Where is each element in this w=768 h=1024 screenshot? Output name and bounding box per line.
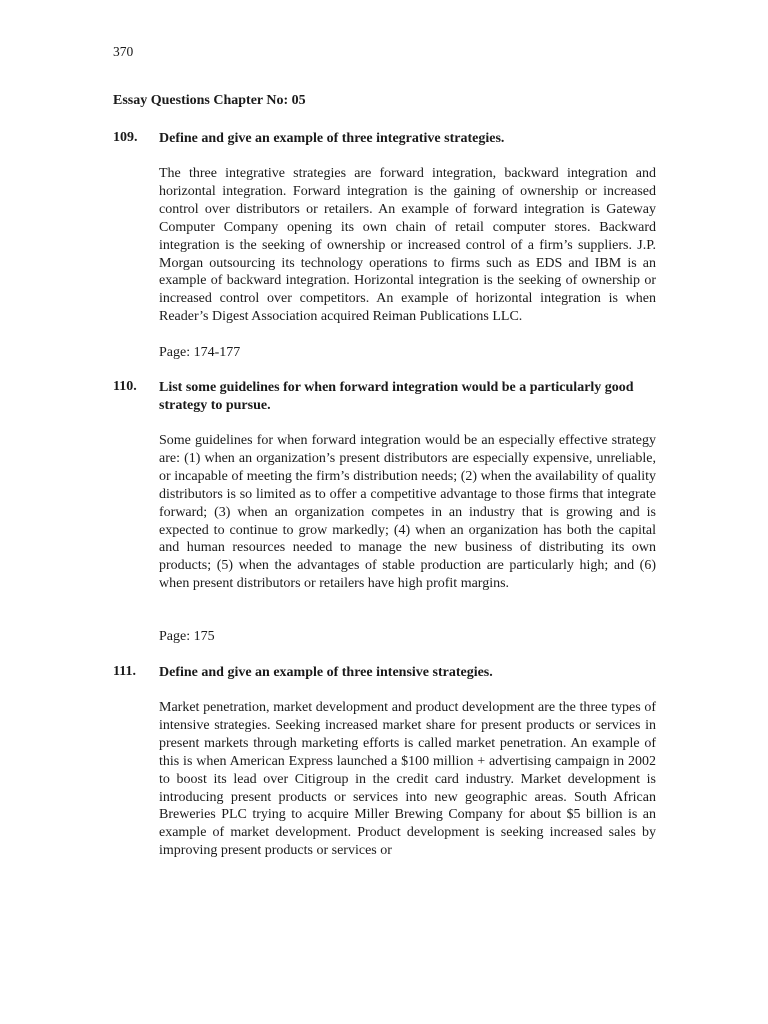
question-title-109: Define and give an example of three integrative strategies. [159, 131, 505, 146]
answer-111: Market penetration, market development and product development are the three types of intensive strategies. Seeking increased market share for present products or services in present markets through marketing efforts is called market penetration. An example of this is when American Express launched a $100 million + advertising campaign in 2002 to boost its lead over Citigroup in the credit card industry. Market development is introducing present products or services into new geographic areas. South African Breweries PLC trying to acquire Miller Brewing Company for about $5 billion is an example of market development. Product development is seeking increased sales by improving present products or services or [159, 700, 656, 859]
page-ref-110: Page: 175 [159, 629, 215, 644]
question-title-110: List some guidelines for when forward integration would be a particularly good strategy to pursue. [159, 380, 634, 413]
question-number-110: 110. [113, 379, 137, 394]
question-number-109: 109. [113, 130, 138, 145]
question-number-111: 111. [113, 664, 136, 679]
page-number: 370 [113, 44, 134, 59]
page-ref-109: Page: 174-177 [159, 345, 241, 360]
question-title-111: Define and give an example of three intensive strategies. [159, 665, 493, 680]
answer-110: Some guidelines for when forward integration would be an especially effective strategy are: (1) when an organization’s present distributors are especially expensive, unreliable, or incapable of meeting the firm’s distribution needs; (2) when the availability of quality distributors is so limited as to offer a competitive advantage to those firms that integrate forward; (3) when an organization competes in an industry that is growing and is expected to continue to grow markedly; (4) when an organization has both the capital and human resources needed to manage the new business of distributing its own products; (5) when the advantages of stable production are particularly high; and (6) when present distributors or retailers have high profit margins. [159, 433, 656, 592]
answer-109: The three integrative strategies are forward integration, backward integration and horizontal integration. Forward integration is the gaining of ownership or increased control over distributors or retailers. An example of forward integration is Gateway Computer Company opening its own chain of retail computer stores. Backward integration is the seeking of ownership or increased control of a firm’s suppliers. J.P. Morgan outsourcing its technology operations to firms such as EDS and IBM is an example of backward integration. Horizontal integration is the seeking of ownership or increased control over competitors. An example of horizontal integration is when Reader’s Digest Association acquired Reiman Publications LLC. [159, 166, 656, 325]
chapter-heading: Essay Questions Chapter No: 05 [113, 93, 306, 108]
